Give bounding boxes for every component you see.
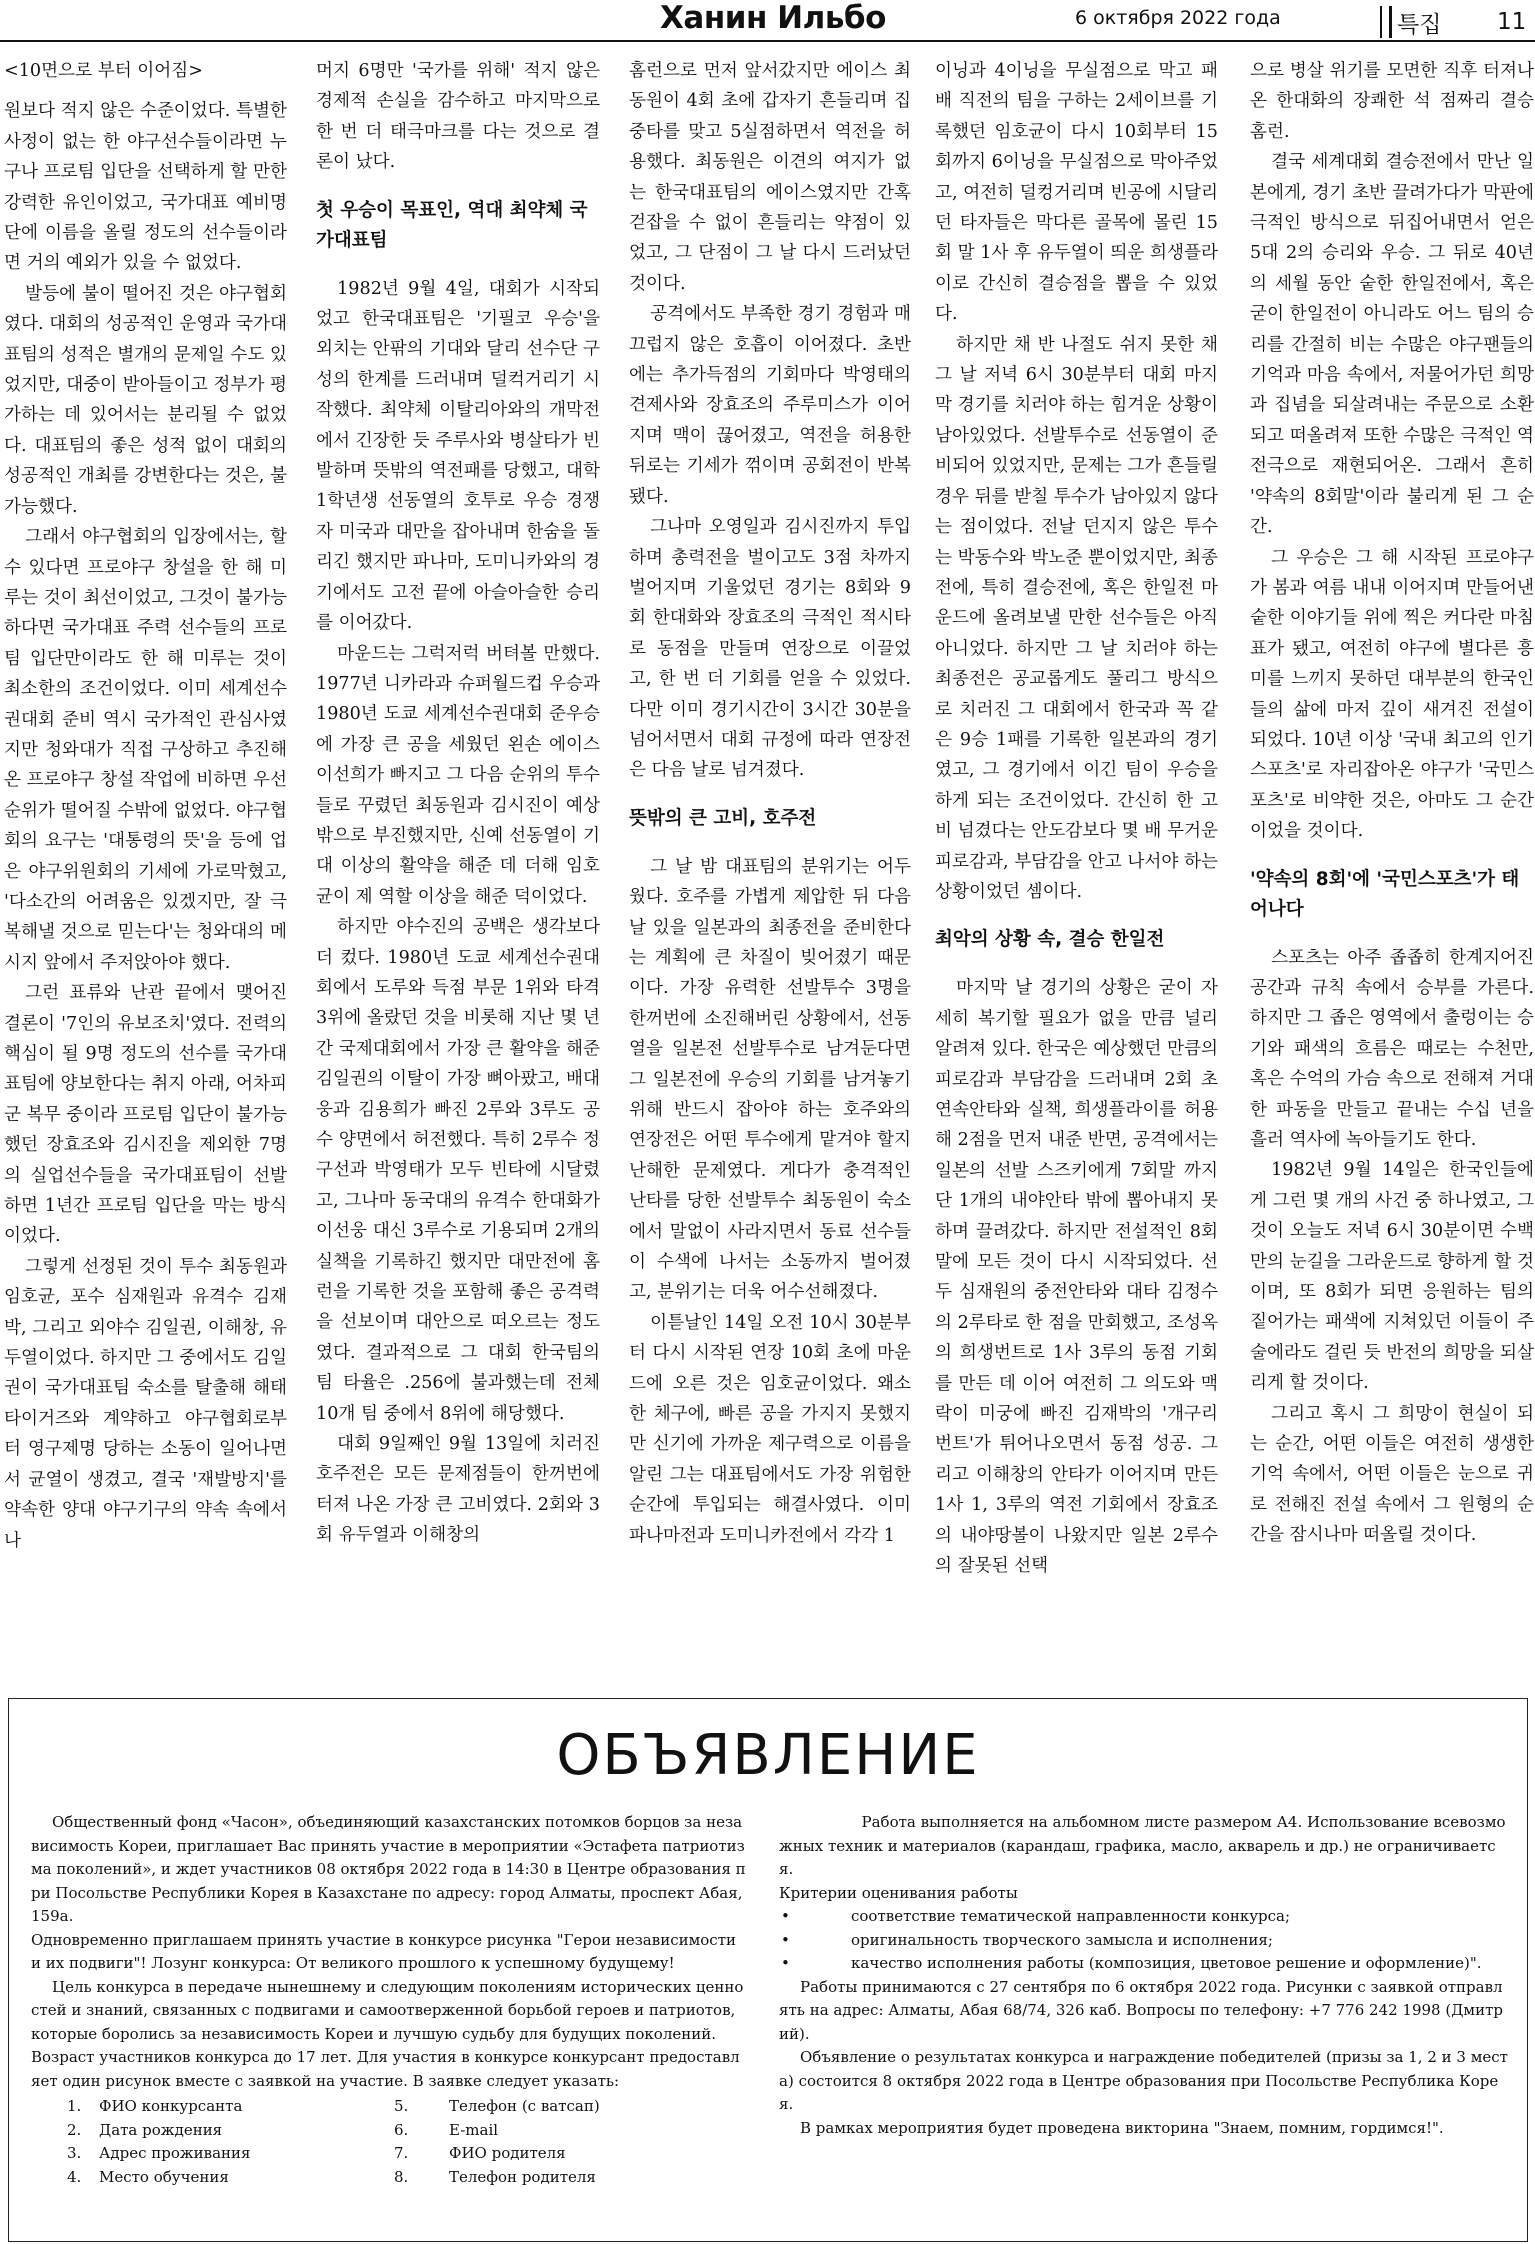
criteria-item: • качество исполнения работы (композиция, цветовое решение и оформление)".	[779, 1952, 1509, 1976]
bullet-icon: •	[781, 1907, 790, 1925]
field-label: E-mail	[449, 2120, 499, 2139]
subheading: 뜻밖의 큰 고비, 호주전	[629, 807, 817, 829]
paragraph: 그 우승은 그 해 시작된 프로야구가 봄과 여름 내내 이어지며 만들어낸 숱한 이야기들 위에 찍은 커다란 마침표가 됐고, 여전히 야구에 별다른 흥미를 느끼지 못하던 대부분의 한국인들의 삶에 마저 깊이 새겨진 전설이 되었다. 10년 이상 '국내 최고의 인기 스포츠'로 자리잡아온 야구가 '국민스포츠'로 비약한 것은, 아마도 그 순간이었을 것이다.	[1250, 547, 1534, 842]
field-number: 3.	[67, 2144, 82, 2162]
bullet-icon: •	[781, 1954, 790, 1972]
paragraph: 그 날 밤 대표팀의 분위기는 어두웠다. 호주를 가볍게 제압한 뒤 다음 날 있을 일본과의 최종전을 준비한다는 계획에 큰 차질이 빚어졌기 때문이다. 가장 유력한 선발투수 3명을 한꺼번에 소진해버린 상황에서, 선동열을 일본전 선발투수로 남겨둔다면 그 일본전에 우승의 기회를 남겨놓기 위해 반드시 잡아야 하는 호주와의 연장전은 어떤 투수에게 맡겨야 할지 난해한 문제였다. 게다가 충격적인 난타를 당한 선발투수 최동원이 숙소에서 말없이 사라지면서 동료 선수들이 수색에 나서는 소동까지 벌어졌고, 분위기는 더욱 어수선해졌다.	[629, 856, 911, 1303]
continuation-note: <10면으로 부터 이어짐>	[4, 61, 204, 81]
announcement-paragraph: В рамках мероприятия будет проведена викторина "Знаем, помним, гордимся!".	[800, 2118, 1444, 2137]
criteria-item: • оригинальность творческого замысла и исполнения;	[779, 1929, 1509, 1953]
paragraph: 발등에 불이 떨어진 것은 야구협회였다. 대회의 성공적인 운영과 국가대표팀의 성적은 별개의 문제일 수도 있었지만, 대중이 받아들이고 정부가 평가하는 데 있어서는 분리될 수 없었다. 대표팀의 좋은 성적 없이 대회의 성공적인 개최를 강변한다는 것은, 불가능했다.	[4, 283, 287, 517]
announcement-paragraph: Работы принимаются с 27 сентября по 6 октября 2022 года. Рисунки с заявкой отправлять на адрес: Алматы, Абая 68/74, 326 каб. Вопросы по телефону: +7 776 242 1998 (Дмитрий).	[779, 1977, 1503, 2043]
field-label: ФИО родителя	[449, 2144, 566, 2162]
field-number: 6.	[394, 2120, 409, 2139]
masthead	[0, 0, 1535, 40]
field-number: 8.	[394, 2167, 409, 2186]
section-label: 특집	[1397, 12, 1442, 38]
announcement-title: ОБЪЯВЛЕНИЕ	[556, 1723, 980, 1788]
paragraph: 1982년 9월 14일은 한국인들에게 그런 몇 개의 사건 중 하나였고, 그것이 오늘도 저녁 6시 30분이면 수백만의 눈길을 그라운드로 향하게 할 것이며, 또 8회가 되면 응원하는 팀의 짙어가는 패색에 지쳐있던 이들이 주술에라도 걸린 듯 반전의 희망을 되살리게 할 것이다.	[1250, 1160, 1534, 1394]
paragraph: 그리고 혹시 그 희망이 현실이 되는 순간, 어떤 이들은 여전히 생생한 기억 속에서, 어떤 이들은 눈으로 귀로 전해진 전설 속에서 그 원형의 순간을 잠시나마 떠올릴 것이다.	[1250, 1403, 1534, 1546]
field-label: Дата рождения	[99, 2120, 223, 2139]
article-column-2	[316, 56, 600, 1551]
article-column-1	[4, 56, 287, 1556]
field-label: Телефон (с ватсап)	[449, 2097, 600, 2115]
paragraph: 공격에서도 부족한 경기 경험과 매끄럽지 않은 호흡이 이어졌다. 초반에는 추가득점의 기회마다 박영태의 견제사와 장효조의 주루미스가 이어지며 맥이 끊어졌고, 역전을 허용한 뒤로는 기세가 꺾이며 공회전이 반복됐다.	[629, 304, 911, 507]
field-number: 5.	[394, 2097, 409, 2115]
masthead-rule	[0, 40, 1535, 42]
paragraph: 이닝과 4이닝을 무실점으로 막고 패배 직전의 팀을 구하는 2세이브를 기록했던 임호균이 다시 10회부터 15회까지 6이닝을 무실점으로 막아주었고, 여전히 덜컹거리며 빈공에 시달리던 타자들은 막다른 골목에 몰린 15회 말 1사 후 유두열이 띄운 희생플라이로 간신히 결승점을 뽑을 수 있었다.	[935, 61, 1218, 325]
issue-date: 6 октября 2022 года	[1075, 7, 1281, 29]
subheading: 최악의 상황 속, 결승 한일전	[935, 929, 1165, 951]
newspaper-title: Ханин Ильбо	[660, 0, 886, 36]
field-number: 2.	[67, 2120, 82, 2139]
field-label: Телефон родителя	[449, 2167, 596, 2186]
paragraph: 머지 6명만 '국가를 위해' 적지 않은 경제적 손실을 감수하고 마지막으로 한 번 더 태극마크를 다는 것으로 결론이 났다.	[316, 61, 600, 173]
page-number: 11	[1497, 9, 1527, 35]
paragraph: 그나마 오영일과 김시진까지 투입하며 총력전을 벌이고도 3점 차까지 벌어지며 기울었던 경기는 8회와 9회 한대화와 장효조의 극적인 적시타로 동점을 만들며 연장으로 이끌었고, 한 번 더 기회를 얻을 수 있었다. 다만 이미 경기시간이 3시간 30분을 넘어서면서 대회 규정에 따라 연장전은 다음 날로 넘겨졌다.	[629, 517, 911, 781]
criteria-item: • соответствие тематической направленности конкурса;	[779, 1905, 1509, 1929]
announcement-paragraph: Объявление о результатах конкурса и награждение победителей (призы за 1, 2 и 3 места) состоится 8 октября 2022 года в Центре образования при Посольстве Республика Корея.	[779, 2048, 1508, 2113]
field-number: 4.	[67, 2167, 82, 2186]
application-fields-list	[31, 2095, 746, 2189]
field-number: 1.	[67, 2097, 82, 2115]
paragraph: 홈런으로 먼저 앞서갔지만 에이스 최동원이 4회 초에 갑자기 흔들리며 집중타를 맞고 5실점하면서 역전을 허용했다. 최동원은 이견의 여지가 없는 한국대표팀의 에이스였지만 간혹 걷잡을 수 없이 흔들리는 약점이 있었고, 그 단점이 그 날 다시 드러났던 것이다.	[629, 61, 911, 294]
article-column-4	[935, 56, 1218, 1582]
paragraph: 그렇게 선정된 것이 투수 최동원과 임호균, 포수 심재원과 유격수 김재박, 그리고 외야수 김일권, 이해창, 유두열이었다. 하지만 그 중에서도 김일권이 국가대표팀 숙소를 탈출해 해태 타이거즈와 계약하고 야구협회로부터 영구제명 당하는 소동이 일어나면서 균열이 생겼고, 결국 '재발방지'를 약속한 양대 야구기구의 약속 속에서 나	[4, 1256, 287, 1551]
subheading: '약속의 8회'에 '국민스포츠'가 태어나다	[1250, 868, 1520, 920]
paragraph: 그래서 야구협회의 입장에서는, 할 수 있다면 프로야구 창설을 한 해 미루는 것이 최선이었고, 그것이 불가능하다면 국가대표 주력 선수들의 프로팀 입단만이라도 한 해 미루는 것이 최소한의 조건이었다. 이미 세계선수권대회 준비 역시 국가적인 관심사였지만 청와대가 직접 구상하고 추진해온 프로야구 창설 작업에 비하면 우선순위가 떨어질 수밖에 없었다. 야구협회의 요구는 '대통령의 뜻'을 등에 업은 야구위원회의 기세에 가로막혔고, '다소간의 어려움은 있겠지만, 잘 극복해낼 것으로 믿는다'는 청와대의 메시지 앞에서 주저앉아야 했다.	[4, 527, 287, 973]
paragraph: 이튿날인 14일 오전 10시 30분부터 다시 시작된 연장 10회 초에 마운드에 오른 것은 임호균이었다. 왜소한 체구에, 빠른 공을 가지지 못했지만 신기에 가까운 제구력으로 이름을 알린 그는 대표팀에서도 가장 위험한 순간에 투입되는 해결사였다. 이미 파나마전과 도미니카전에서 각각 1	[629, 1312, 911, 1546]
subheading: 첫 우승이 목표인, 역대 최약체 국가대표팀	[316, 199, 588, 251]
paragraph: 대회 9일째인 9월 13일에 치러진 호주전은 모든 문제점들이 한꺼번에 터져 나온 가장 큰 고비였다. 2회와 3회 유두열과 이해창의	[316, 1434, 600, 1546]
paragraph: 스포츠는 아주 좁좁히 한계지어진 공간과 규칙 속에서 승부를 가른다. 하지만 그 좁은 영역에서 출렁이는 승기와 패색의 흐름은 때로는 수천만, 혹은 수억의 가슴 속으로 전해져 거대한 파동을 만들고 끝내는 수십 년을 흘러 역사에 녹아들기도 한다.	[1250, 947, 1534, 1150]
paragraph: 그런 표류와 난관 끝에서 맺어진 결론이 '7인의 유보조치'였다. 전력의 핵심이 될 9명 정도의 선수를 국가대표팀에 양보한다는 취지 아래, 어차피 군 복무 중이라 프로팀 입단이 불가능했던 장효조와 김시진을 제외한 7명의 실업선수들을 국가대표팀이 선발하면 1년간 프로팀 입단을 막는 방식이었다.	[4, 983, 287, 1247]
announcement-paragraph: Работа выполняется на альбомном листе размером А4. Использование всевозможных техник и материалов (карандаш, графика, масло, акварель и др.) не ограничивается.	[779, 1813, 1506, 1878]
paragraph: 하지만 채 반 나절도 쉬지 못한 채 그 날 저녁 6시 30분부터 대회 마지막 경기를 치러야 하는 힘겨운 상황이 남아있었다. 선발투수로 선동열이 준비되어 있었지만, 문제는 그가 흔들릴 경우 뒤를 받칠 투수가 남아있지 않다는 점이었다. 전날 던지지 않은 투수는 박동수와 박노준 뿐이었지만, 최종전에, 특히 결승전에, 혹은 한일전 마운드에 올려보낼 만한 선수들은 아직 아니었다. 하지만 그 날 치러야 하는 최종전은 공교롭게도 풀리그 방식으로 치러진 그 대회에서 한국과 꼭 같은 9승 1패를 기록한 일본과의 경기였고, 그 경기에서 이긴 팀이 우승을 하게 되는 조건이었다. 간신히 한 고비 넘겼다는 안도감보다 몇 배 무거운 피로감과, 부담감을 안고 나서야 하는 상황이었던 셈이다.	[935, 334, 1218, 902]
field-label: Адрес проживания	[99, 2144, 251, 2162]
field-number: 7.	[394, 2144, 409, 2162]
paragraph: 마운드는 그럭저럭 버텨볼 만했다. 1977년 니카라과 슈퍼월드컵 우승과 1980년 도쿄 세계선수권대회 준우승에 가장 큰 공을 세웠던 왼손 에이스 이선희가 빠지고 그 다음 순위의 투수들로 꾸렸던 최동원과 김시진이 예상 밖으로 부진했지만, 신예 선동열이 기대 이상의 활약을 해준 데 더해 임호균이 제 역할 이상을 해준 덕이었다.	[316, 643, 600, 907]
paragraph: 마지막 날 경기의 상황은 굳이 자세히 복기할 필요가 없을 만큼 널리 알려져 있다. 한국은 예상했던 만큼의 피로감과 부담감을 드러내며 2회 초 연속안타와 실책, 희생플라이를 허용해 2점을 먼저 내준 반면, 공격에서는 일본의 선발 스즈키에게 7회말 까지 단 1개의 내야안타 밖에 뽑아내지 못하며 끌려갔다. 하지만 전설적인 8회 말에 모든 것이 다시 시작되었다. 선두 심재원의 중전안타와 대타 김정수의 2루타로 한 점을 만회했고, 조성옥의 희생번트로 1사 3루의 동점 기회를 만든 데 이어 여전히 그 의도와 맥락이 미궁에 빠진 김재박의 '개구리 번트'가 튀어나오면서 동점 성공. 그리고 이해창의 안타가 이어지며 만든 1사 1, 3루의 역전 기회에서 장효조의 내야땅볼이 나왔지만 일본 2루수의 잘못된 선택	[935, 978, 1218, 1577]
paragraph: 으로 병살 위기를 모면한 직후 터져나온 한대화의 장쾌한 석 점짜리 결승 홈런.	[1250, 61, 1534, 142]
field-label: Место обучения	[99, 2167, 229, 2186]
announcement-right-column	[779, 1811, 1509, 2140]
announcement-left-column	[31, 1811, 746, 2189]
announcement-box	[8, 1698, 1528, 2242]
paragraph: 결국 세계대회 결승전에서 만난 일본에게, 경기 초반 끌려가다가 막판에 극적인 방식으로 뒤집어내면서 얻은 5대 2의 승리와 우승. 그 뒤로 40년의 세월 동안 숱한 한일전에서, 혹은 굳이 한일전이 아니라도 어느 팀의 승리를 간절히 비는 수많은 야구팬들의 기억과 마음 속에서, 저물어가던 희망과 집념을 되살려내는 주문으로 소환되고 떠올려져 또한 수많은 극적인 역전극으로 재현되어온. 그래서 흔히 '약속의 8회말'이라 불리게 된 그 순간.	[1250, 152, 1534, 538]
announcement-paragraph: Возраст участников конкурса до 17 лет. Для участия в конкурсе конкурсант предоставляет один рисунок вместе с заявкой на участие. В заявке следует указать:	[31, 2048, 740, 2090]
announcement-paragraph: Одновременно приглашаем принять участие в конкурсе рисунка "Герои независимости и их подвиги"! Лозунг конкурса: От великого прошлого к успешному будущему!	[31, 1930, 736, 1972]
bullet-icon: •	[781, 1930, 790, 1949]
paragraph: 원보다 적지 않은 수준이었다. 특별한 사정이 없는 한 야구선수들이라면 누구나 프로팀 입단을 선택하게 할 만한 강력한 유인이었고, 국가대표 예비명단에 이름을 올릴 정도의 선수들이라면 거의 예외가 있을 수 없었다.	[4, 101, 287, 274]
paragraph: 하지만 야수진의 공백은 생각보다 더 컸다. 1980년 도쿄 세계선수권대회에서 도루와 득점 부문 1위와 타격 3위에 올랐던 것을 비롯해 지난 몇 년간 국제대회에서 가장 큰 활약을 해준 김일권의 이탈이 가장 뼈아팠고, 배대웅과 김용희가 빠진 2루와 3루도 공수 양면에서 허전했다. 특히 2루수 정구선과 박영태가 모두 빈타에 시달렸고, 그나마 동국대의 유격수 한대화가 이선웅 대신 3루수로 기용되며 2개의 실책을 기록하긴 했지만 대만전에 홈런을 기록한 것을 포함해 좋은 공격력을 선보이며 대안으로 떠오르는 정도였다. 결과적으로 그 대회 한국팀의 팀 타율은 .256에 불과했는데 전체 10개 팀 중에서 8위에 해당했다.	[316, 917, 600, 1424]
field-label: ФИО конкурсанта	[99, 2097, 243, 2115]
article-column-5	[1250, 56, 1534, 1551]
section-marker-icon	[1380, 6, 1392, 38]
criteria-heading: Критерии оценивания работы	[779, 1883, 1018, 1902]
announcement-paragraph: Общественный фонд «Часон», объединяющий казахстанских потомков борцов за независимость Кореи, приглашает Вас принять участие в мероприятии «Эстафета патриотизма поколений», и ждет участников 08 октября 2022 года в 14:30 в Центре образования при Посольстве Республики Корея в Казахстане по адресу: город Алматы, проспект Абая, 159а.	[31, 1813, 746, 1925]
article-column-3	[629, 56, 911, 1551]
announcement-paragraph: Цель конкурса в передаче нынешнему и следующим поколениям исторических ценностей и знаний, связанных с подвигами и самоотверженной борьбой героев и патриотов, которые боролись за независимость Кореи и лучшую судьбу для будущих поколений.	[31, 1977, 744, 2043]
paragraph: 1982년 9월 4일, 대회가 시작되었고 한국대표팀은 '기필코 우승'을 외치는 안팎의 기대와 달리 선수단 구성의 한계를 드러내며 덜컥거리기 시작했다. 최약체 이탈리아와의 개막전에서 긴장한 듯 주루사와 병살타가 빈발하며 뜻밖의 역전패를 당했고, 대학 1학년생 선동열의 호투로 우승 경쟁자 미국과 대만을 잡아내며 한숨을 돌리긴 했지만 파나마, 도미니카와의 경기에서도 고전 끝에 아슬아슬한 승리를 이어갔다.	[316, 278, 600, 634]
